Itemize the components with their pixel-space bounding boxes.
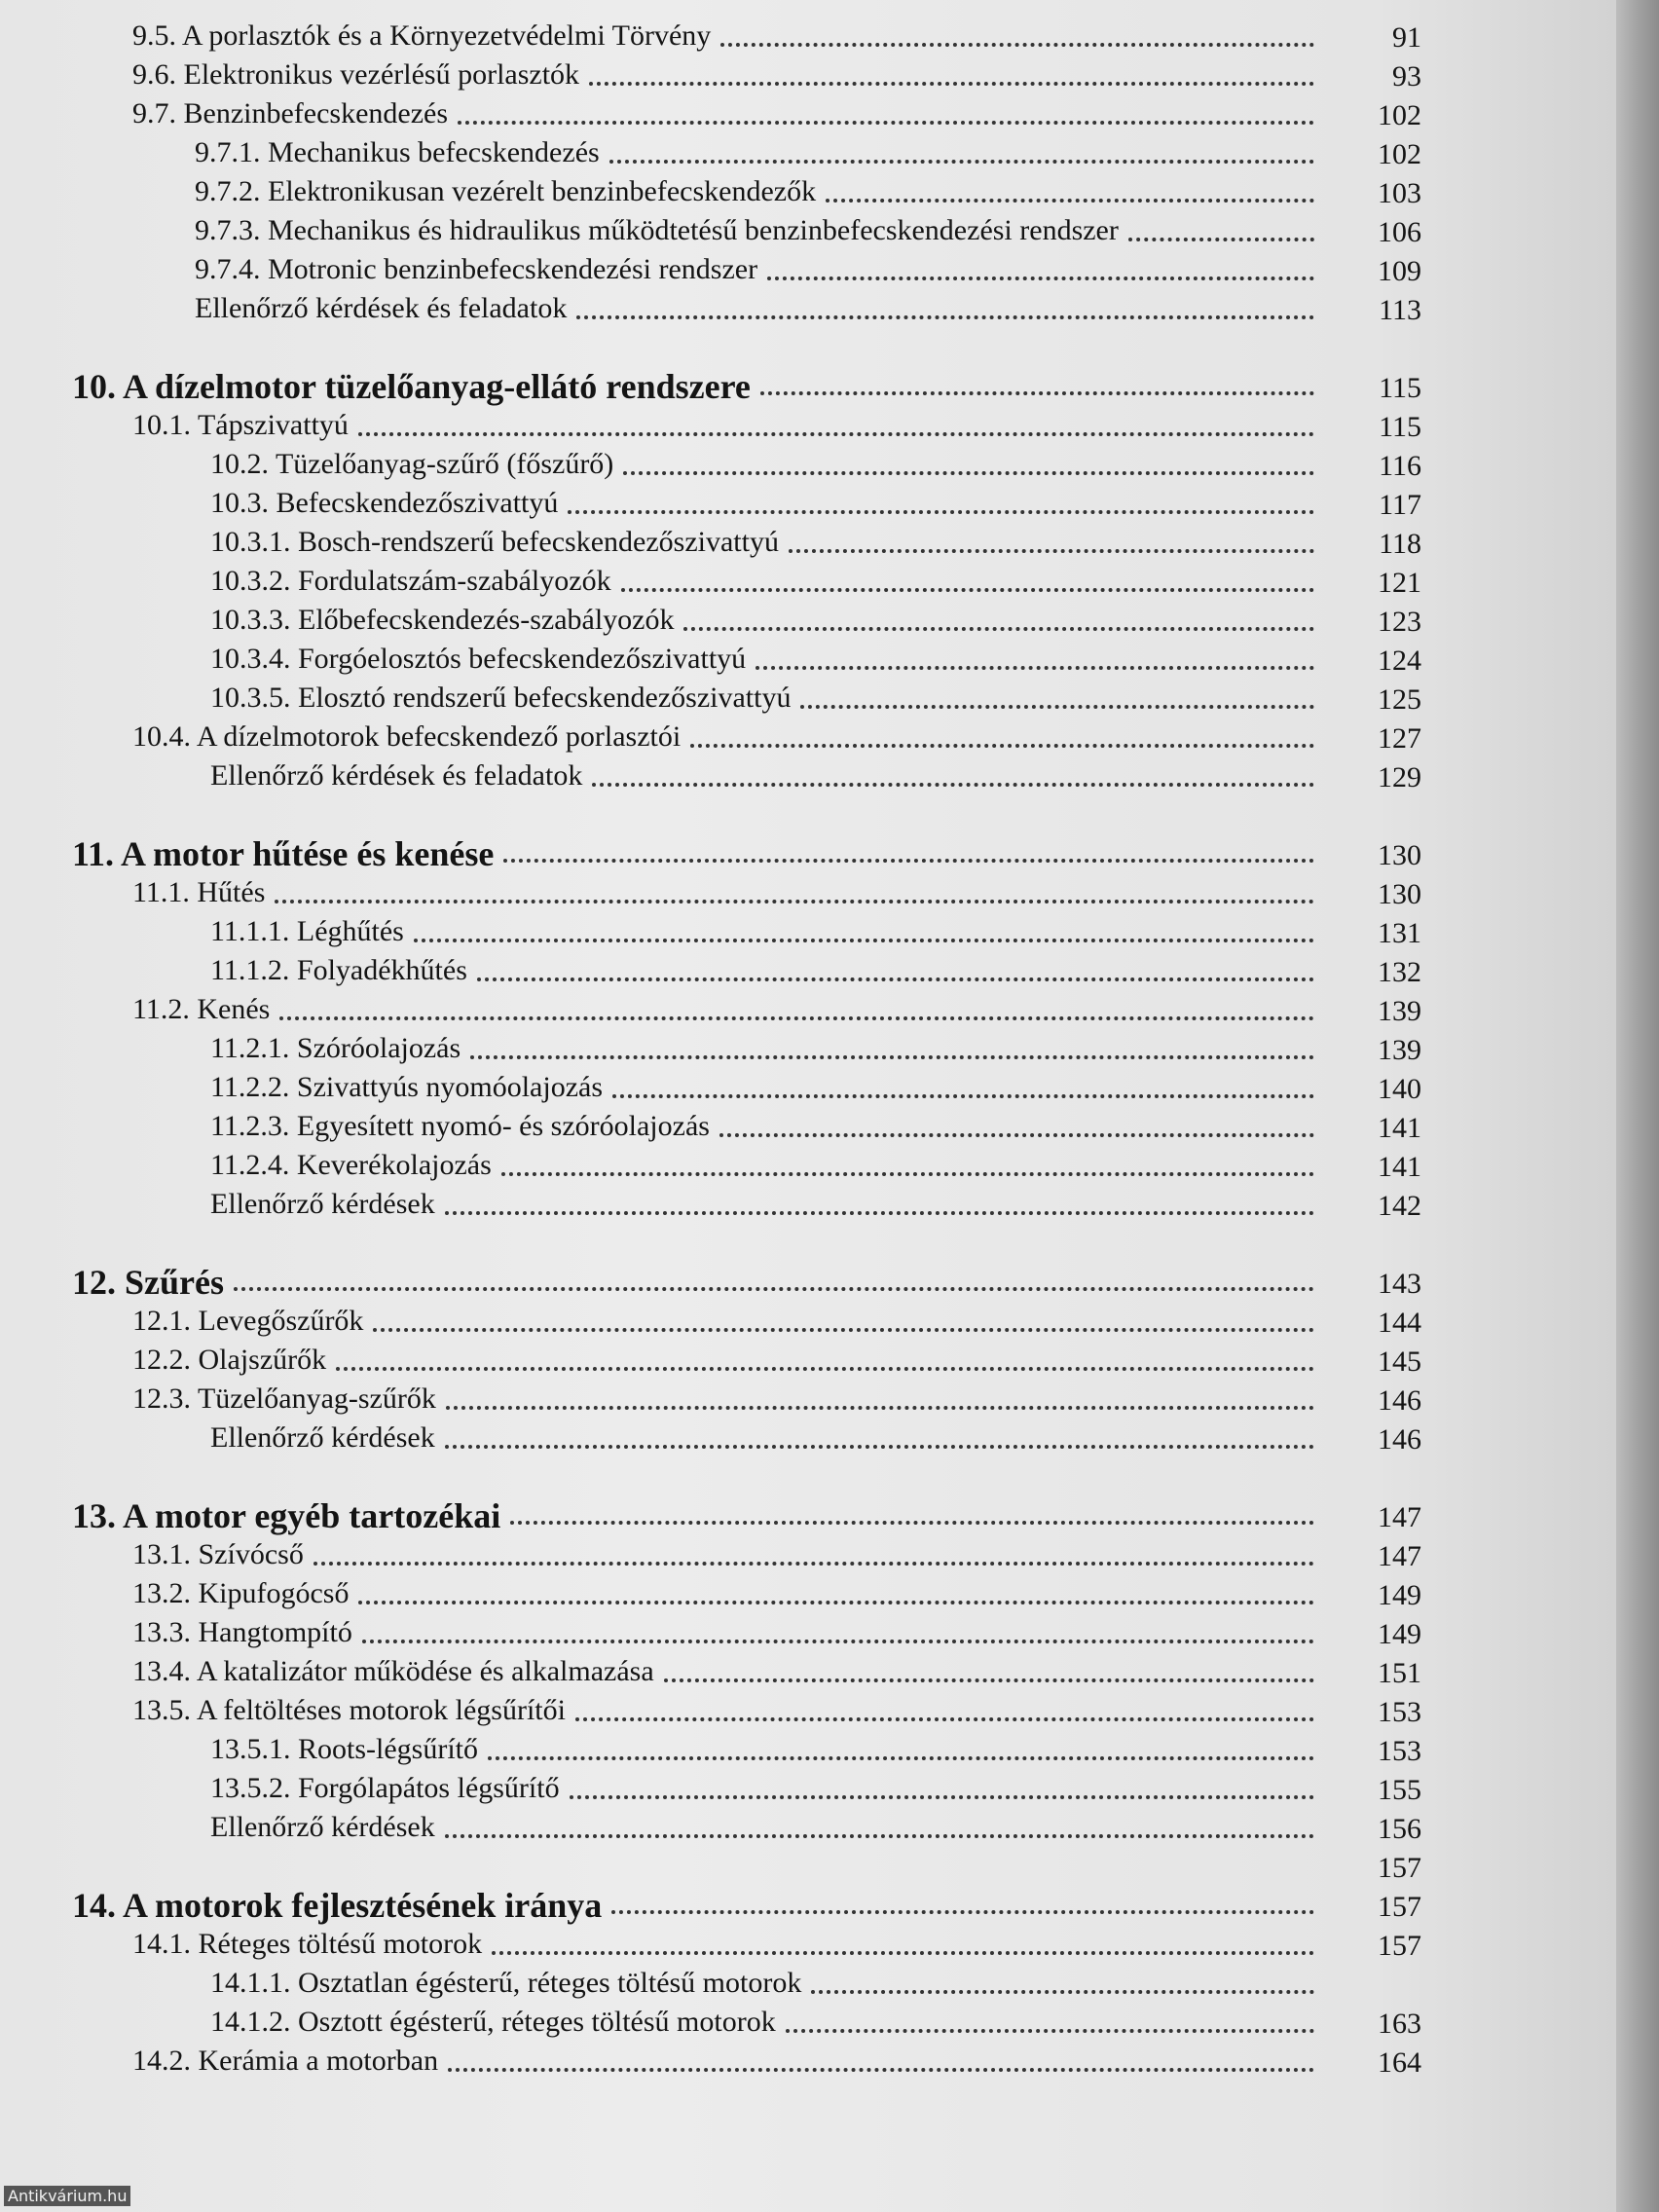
toc-entry-title: 9.7.2. Elektronikusan vezérelt benzinbefecskendezők: [195, 175, 817, 207]
page-number: 146: [1378, 1384, 1421, 1417]
dot-leader: [621, 588, 1314, 592]
page-number: 140: [1378, 1073, 1421, 1105]
toc-entry-title: Ellenőrző kérdések és feladatok: [195, 292, 568, 324]
page-number: 123: [1378, 606, 1421, 638]
page-number: 113: [1379, 294, 1421, 326]
dot-leader: [458, 121, 1314, 125]
toc-entry: [210, 520, 1324, 559]
toc-chapter-entry: [72, 1260, 1324, 1302]
toc-entry-title: 10.3.1. Bosch-rendszerű befecskendezőszivattyú: [210, 526, 779, 558]
toc-entry-title: 13.4. A katalizátor működése és alkalmazása: [132, 1655, 654, 1687]
dot-leader: [611, 1910, 1314, 1914]
page-number: 141: [1378, 1151, 1421, 1183]
toc-entry-title: 12. Szűrés: [72, 1263, 224, 1302]
page-number: 132: [1378, 956, 1421, 988]
dot-leader: [445, 1211, 1314, 1215]
toc-entry: [210, 1961, 1324, 2000]
dot-leader: [612, 1094, 1314, 1098]
toc-entry: [210, 909, 1324, 948]
toc-entry: [132, 1299, 1324, 1338]
page-number: 130: [1378, 878, 1421, 910]
page-number: 149: [1378, 1579, 1421, 1611]
toc-entry-title: 13.1. Szívócső: [132, 1538, 304, 1570]
toc-entry: [195, 208, 1324, 247]
toc-entry-title: 9.7.4. Motronic benzinbefecskendezési rendszer: [195, 253, 758, 285]
toc-entry-title: 10.3.3. Előbefecskendezés-szabályozók: [210, 604, 675, 636]
toc-entry: [210, 1727, 1324, 1766]
dot-leader: [279, 1016, 1314, 1020]
toc-entry: [132, 715, 1324, 754]
toc-entry: [210, 637, 1324, 676]
toc-entry-title: 13.5.2. Forgólapátos légsűrítő: [210, 1772, 560, 1804]
toc-entry: [195, 286, 1324, 325]
page-number: 145: [1378, 1346, 1421, 1378]
dot-leader: [760, 391, 1314, 395]
dot-leader: [690, 744, 1314, 748]
toc-entry-title: 14. A motorok fejlesztésének iránya: [72, 1886, 603, 1925]
dot-leader: [414, 939, 1314, 942]
toc-entry: [132, 870, 1324, 909]
toc-entry: [132, 53, 1324, 92]
page-number: 116: [1379, 450, 1421, 482]
toc-entry: [195, 247, 1324, 286]
toc-entry: [210, 1143, 1324, 1182]
toc-entry-title: Ellenőrző kérdések: [210, 1188, 435, 1220]
toc-entry-title: 10.2. Tüzelőanyag-szűrő (főszűrő): [210, 448, 614, 480]
toc-entry-title: 14.1.1. Osztatlan égésterű, réteges töltésű motorok: [210, 1967, 802, 1999]
dot-leader: [720, 43, 1314, 47]
page-number: 125: [1378, 683, 1421, 716]
toc-entry-title: 12.3. Tüzelőanyag-szűrők: [132, 1382, 436, 1415]
toc-entry: [132, 1338, 1324, 1377]
toc-entry-title: 13.3. Hangtompító: [132, 1616, 352, 1648]
toc-entry: [132, 92, 1324, 130]
page-number: 118: [1379, 528, 1421, 560]
toc-entry: [132, 403, 1324, 442]
page-number: 139: [1378, 1034, 1421, 1066]
toc-entry: [132, 1532, 1324, 1571]
dot-leader: [488, 1756, 1314, 1760]
toc-entry-title: 11.2.3. Egyesített nyomó- és szóróolajozás: [210, 1110, 710, 1142]
dot-leader: [767, 276, 1314, 280]
toc-entry-title: 11.1.2. Folyadékhűtés: [210, 954, 467, 986]
toc-entry: [210, 2000, 1324, 2039]
toc-entry-title: 11.1.1. Léghűtés: [210, 915, 404, 947]
toc-entry: [132, 1922, 1324, 1961]
page-number: 144: [1378, 1307, 1421, 1339]
dot-leader: [811, 1990, 1314, 1994]
toc-entry-title: 13.2. Kipufogócső: [132, 1577, 350, 1609]
toc-entry-title: 10. A dízelmotor tüzelőanyag-ellátó rendszere: [72, 367, 751, 406]
dot-leader: [275, 900, 1314, 903]
dot-leader: [336, 1367, 1314, 1371]
toc-entry: [210, 598, 1324, 637]
toc-entry-title: 13.5.1. Roots-légsűrítő: [210, 1733, 478, 1765]
page-number: 93: [1392, 60, 1421, 92]
toc-entry: [132, 987, 1324, 1026]
toc-entry-title: 12.1. Levegőszűrők: [132, 1305, 364, 1337]
page-number: 102: [1378, 138, 1421, 170]
toc-entry-title: Ellenőrző kérdések: [210, 1811, 435, 1843]
dot-leader: [234, 1287, 1314, 1291]
toc-chapter-entry: [72, 1883, 1324, 1925]
page-number: 156: [1378, 1813, 1421, 1845]
toc-entry-title: 12.2. Olajszűrők: [132, 1344, 327, 1376]
toc-entry-title: 9.7.1. Mechanikus befecskendezés: [195, 136, 600, 168]
toc-entry-title: 9.7.3. Mechanikus és hidraulikus működtetésű benzinbefecskendezési rendszer: [195, 214, 1119, 246]
dot-leader: [446, 1406, 1314, 1410]
toc-entry-title: 11.2.4. Keverékolajozás: [210, 1149, 492, 1181]
toc-entry-title: 11.1. Hűtés: [132, 876, 266, 908]
toc-entry: [210, 1416, 1324, 1455]
dot-leader: [683, 627, 1314, 631]
dot-leader: [589, 82, 1314, 86]
dot-leader: [358, 432, 1314, 436]
toc-entry-title: 10.3.5. Elosztó rendszerű befecskendezőszivattyú: [210, 682, 792, 714]
page-number: 157: [1378, 1891, 1421, 1923]
page-number: 109: [1378, 255, 1421, 287]
page-number: 149: [1378, 1618, 1421, 1650]
page-number: 127: [1378, 722, 1421, 755]
toc-entry: [132, 1377, 1324, 1416]
page-number: 142: [1378, 1190, 1421, 1222]
dot-leader: [477, 977, 1314, 981]
dot-leader: [358, 1601, 1314, 1604]
toc-entry: [210, 442, 1324, 481]
page-number: 155: [1378, 1774, 1421, 1806]
dot-leader: [1128, 238, 1314, 241]
toc-entry: [210, 1766, 1324, 1805]
dot-leader: [664, 1678, 1314, 1682]
page-number: 131: [1378, 917, 1421, 949]
toc-entry: [210, 1805, 1324, 1844]
page-number: 147: [1378, 1501, 1421, 1533]
toc-entry-title: Ellenőrző kérdések: [210, 1421, 435, 1454]
page-number: 151: [1378, 1657, 1421, 1689]
dot-leader: [313, 1562, 1314, 1566]
dot-leader: [575, 1717, 1314, 1721]
page-number: 121: [1378, 567, 1421, 599]
page-number: 124: [1378, 645, 1421, 677]
toc-entry-title: Ellenőrző kérdések és feladatok: [210, 759, 583, 792]
toc-entry: [132, 1571, 1324, 1610]
page-number: 153: [1378, 1735, 1421, 1767]
dot-leader: [492, 1951, 1314, 1955]
toc-entry: [210, 559, 1324, 598]
page-number: 117: [1379, 489, 1421, 521]
toc-entry-title: 13.5. A feltöltéses motorok légsűrítői: [132, 1694, 566, 1726]
page-number: 91: [1392, 21, 1421, 54]
toc-entry-title: 11. A motor hűtése és kenése: [72, 834, 495, 873]
toc-entry-title: 10.3.4. Forgóelosztós befecskendezőszivattyú: [210, 643, 747, 675]
page-number: 129: [1378, 761, 1421, 793]
dot-leader: [800, 705, 1314, 709]
toc-entry: [132, 1688, 1324, 1727]
dot-leader: [789, 549, 1314, 553]
dot-leader: [445, 1834, 1314, 1838]
watermark: Antikvárium.hu: [4, 2186, 130, 2206]
page-number: 146: [1378, 1423, 1421, 1456]
dot-leader: [470, 1055, 1314, 1059]
toc-entry: [210, 948, 1324, 987]
dot-leader: [568, 510, 1314, 514]
dot-leader: [609, 160, 1314, 164]
toc-entry-title: 9.7. Benzinbefecskendezés: [132, 97, 449, 129]
toc-entry: [210, 1026, 1324, 1065]
dot-leader: [503, 859, 1314, 863]
page-number: 147: [1378, 1540, 1421, 1572]
toc-entry: [132, 1649, 1324, 1688]
dot-leader: [786, 2029, 1314, 2033]
toc-entry: [210, 676, 1324, 715]
toc-entry: [210, 754, 1324, 793]
toc-chapter-entry: [72, 364, 1324, 406]
page-number: 139: [1378, 995, 1421, 1027]
page-number: 103: [1378, 177, 1421, 209]
toc-entry: [210, 1182, 1324, 1221]
dot-leader: [826, 199, 1314, 203]
dot-leader: [592, 783, 1314, 787]
toc-entry-title: 10.1. Tápszivattyú: [132, 409, 349, 441]
toc-entry-title: 9.5. A porlasztók és a Környezetvédelmi Törvény: [132, 19, 712, 52]
toc-entry: [132, 2039, 1324, 2078]
page-number: 163: [1378, 2008, 1421, 2040]
dot-leader: [756, 666, 1314, 670]
page-edge: [1616, 0, 1659, 2212]
page-number: 106: [1378, 216, 1421, 248]
dot-leader: [719, 1133, 1314, 1137]
page-number: 153: [1378, 1696, 1421, 1728]
dot-leader: [445, 1445, 1314, 1449]
dot-leader: [510, 1521, 1314, 1525]
page-number: 130: [1378, 839, 1421, 871]
page-number: 143: [1378, 1268, 1421, 1300]
toc-chapter-entry: [72, 1493, 1324, 1535]
toc-entry: [195, 169, 1324, 208]
page-number: 157: [1378, 1930, 1421, 1962]
page-number: 115: [1379, 411, 1421, 443]
dot-leader: [576, 315, 1314, 319]
page-number: 141: [1378, 1112, 1421, 1144]
dot-leader: [570, 1795, 1314, 1799]
toc-entry-title: 11.2. Kenés: [132, 993, 271, 1025]
toc-entry: [210, 1104, 1324, 1143]
dot-leader: [623, 471, 1314, 475]
page-number: 102: [1378, 99, 1421, 131]
toc-entry-title: 11.2.1. Szóróolajozás: [210, 1032, 461, 1064]
dot-leader: [362, 1640, 1314, 1643]
dot-leader: [501, 1172, 1314, 1176]
toc-entry-title: 14.1. Réteges töltésű motorok: [132, 1928, 483, 1960]
toc-entry-title: 11.2.2. Szivattyús nyomóolajozás: [210, 1071, 604, 1103]
toc-entry-title: 10.4. A dízelmotorok befecskendező porlasztói: [132, 720, 682, 753]
toc-entry: [195, 130, 1324, 169]
page-number: 157: [1378, 1852, 1421, 1884]
toc-entry-title: 10.3.2. Fordulatszám-szabályozók: [210, 565, 611, 597]
toc-entry-title: 9.6. Elektronikus vezérlésű porlasztók: [132, 58, 580, 91]
toc-entry: [132, 14, 1324, 53]
toc-entry-title: 14.1.2. Osztott égésterű, réteges töltésű motorok: [210, 2006, 776, 2038]
toc-entry: [132, 1610, 1324, 1649]
toc-entry: [210, 481, 1324, 520]
toc-entry: [210, 1065, 1324, 1104]
toc-entry-title: 13. A motor egyéb tartozékai: [72, 1496, 501, 1535]
page-number: 164: [1378, 2046, 1421, 2079]
toc-entry-title: 14.2. Kerámia a motorban: [132, 2045, 439, 2077]
dot-leader: [373, 1328, 1314, 1332]
dot-leader: [448, 2068, 1314, 2072]
toc-chapter-entry: [72, 831, 1324, 873]
page-number: 115: [1379, 372, 1421, 404]
toc-entry-title: 10.3. Befecskendezőszivattyú: [210, 487, 559, 519]
